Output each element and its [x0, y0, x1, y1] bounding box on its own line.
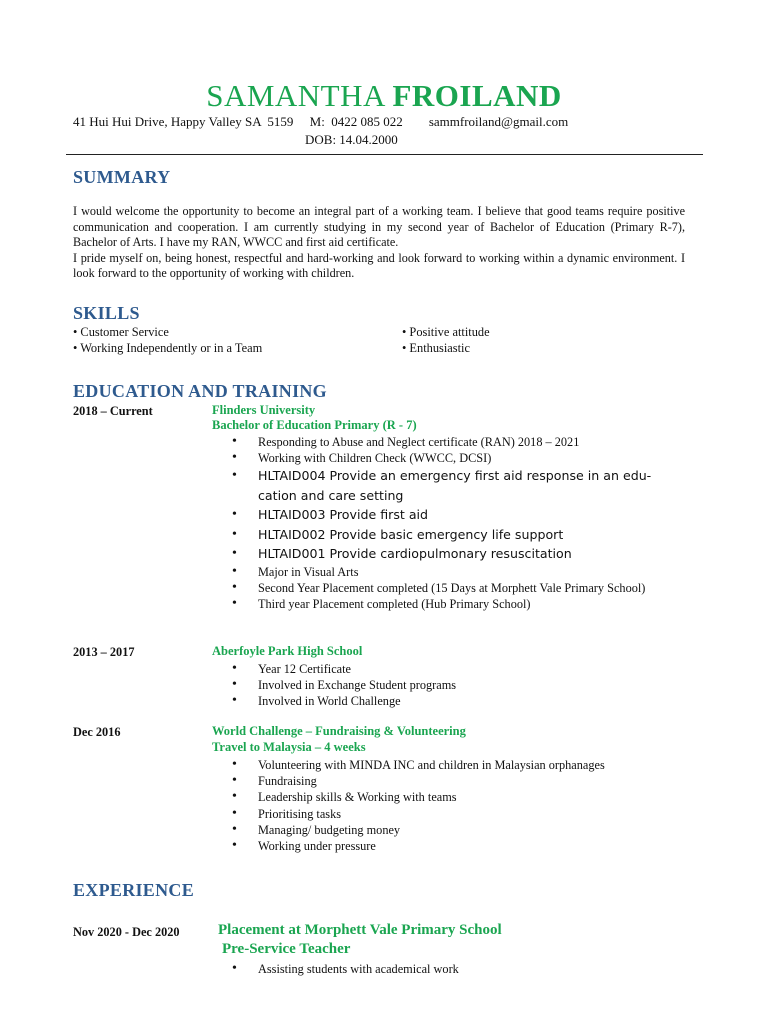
list-item: • Year 12 Certificate [222, 661, 662, 677]
address: 41 Hui Hui Drive, Happy Valley SA 5159 [73, 114, 294, 129]
list-item: • Third year Placement completed (Hub Primary School) [222, 596, 662, 612]
candidate-name [0, 78, 768, 114]
list-item: • Fundraising [222, 773, 662, 789]
experience-list [222, 961, 662, 977]
summary-paragraph [73, 204, 685, 282]
education-qualification: Travel to Malaysia – 4 weeks [212, 740, 366, 754]
first-name: SAMANTHA [206, 78, 385, 113]
experience-date: Nov 2020 - Dec 2020 [73, 925, 180, 939]
education-institution: Flinders University [212, 403, 316, 417]
skill-item: • Positive attitude [402, 325, 490, 339]
summary-heading: SUMMARY [73, 167, 171, 187]
contact-line [73, 114, 568, 130]
skill-item: • Customer Service [73, 325, 169, 339]
skill-item: • Working Independently or in a Team [73, 341, 263, 355]
list-item: • HLTAID003 Provide first aid [222, 505, 662, 525]
education-qualification: Bachelor of Education Primary (R - 7) [212, 418, 417, 432]
summary-p2: I pride myself on, being honest, respectful and hard-working and look forward to working within a dynamic environment. I look forward to the opportunity of working with children. [73, 250, 685, 280]
mobile: M: 0422 085 022 [309, 114, 403, 129]
skills-heading: SKILLS [73, 303, 140, 323]
education-date: 2018 – Current [73, 404, 153, 418]
date-of-birth: DOB: 14.04.2000 [305, 132, 398, 147]
list-item: • HLTAID004 Provide an emergency first aid response in an edu-cation and care setting [222, 466, 662, 505]
email[interactable]: sammfroiland@gmail.com [428, 114, 569, 129]
education-list [222, 434, 662, 613]
header-divider [66, 154, 703, 155]
list-item: • Working under pressure [222, 838, 662, 854]
list-item: • Working with Children Check (WWCC, DCSI) [222, 450, 662, 466]
list-item: • HLTAID001 Provide cardiopulmonary resuscitation [222, 544, 662, 564]
list-item: • Assisting students with academical work [222, 961, 662, 977]
skill-item: • Enthusiastic [402, 341, 471, 355]
list-item: • Major in Visual Arts [222, 564, 662, 580]
list-item: • Prioritising tasks [222, 806, 662, 822]
list-item: • Responding to Abuse and Neglect certificate (RAN) 2018 – 2021 [222, 434, 662, 450]
education-institution: Aberfoyle Park High School [212, 644, 363, 658]
education-date: Dec 2016 [73, 725, 121, 739]
experience-role: Pre-Service Teacher [222, 941, 351, 957]
list-item: • Managing/ budgeting money [222, 822, 662, 838]
list-item: • Leadership skills & Working with teams [222, 789, 662, 805]
education-institution: World Challenge – Fundraising & Volunteering [212, 724, 466, 738]
education-list [222, 661, 662, 710]
summary-p1: I would welcome the opportunity to become an integral part of a working team. I believe that good teams require positive communication and cooperation. I am currently studying in my second year of Bachelor of Education (Primary R-7), Bachelor of Arts. I have my RAN, WWCC and first aid certificate. [73, 204, 685, 249]
list-item: • Involved in World Challenge [222, 693, 662, 709]
last-name: FROILAND [392, 78, 562, 113]
education-list [222, 757, 662, 854]
list-item: • HLTAID002 Provide basic emergency life support [222, 525, 662, 545]
experience-heading: EXPERIENCE [73, 880, 195, 900]
list-item: • Second Year Placement completed (15 Days at Morphett Vale Primary School) [222, 580, 662, 596]
experience-organisation: Placement at Morphett Vale Primary School [218, 922, 502, 938]
education-heading: EDUCATION AND TRAINING [73, 381, 327, 401]
education-date: 2013 – 2017 [73, 645, 135, 659]
list-item: • Involved in Exchange Student programs [222, 677, 662, 693]
list-item: • Volunteering with MINDA INC and children in Malaysian orphanages [222, 757, 662, 773]
